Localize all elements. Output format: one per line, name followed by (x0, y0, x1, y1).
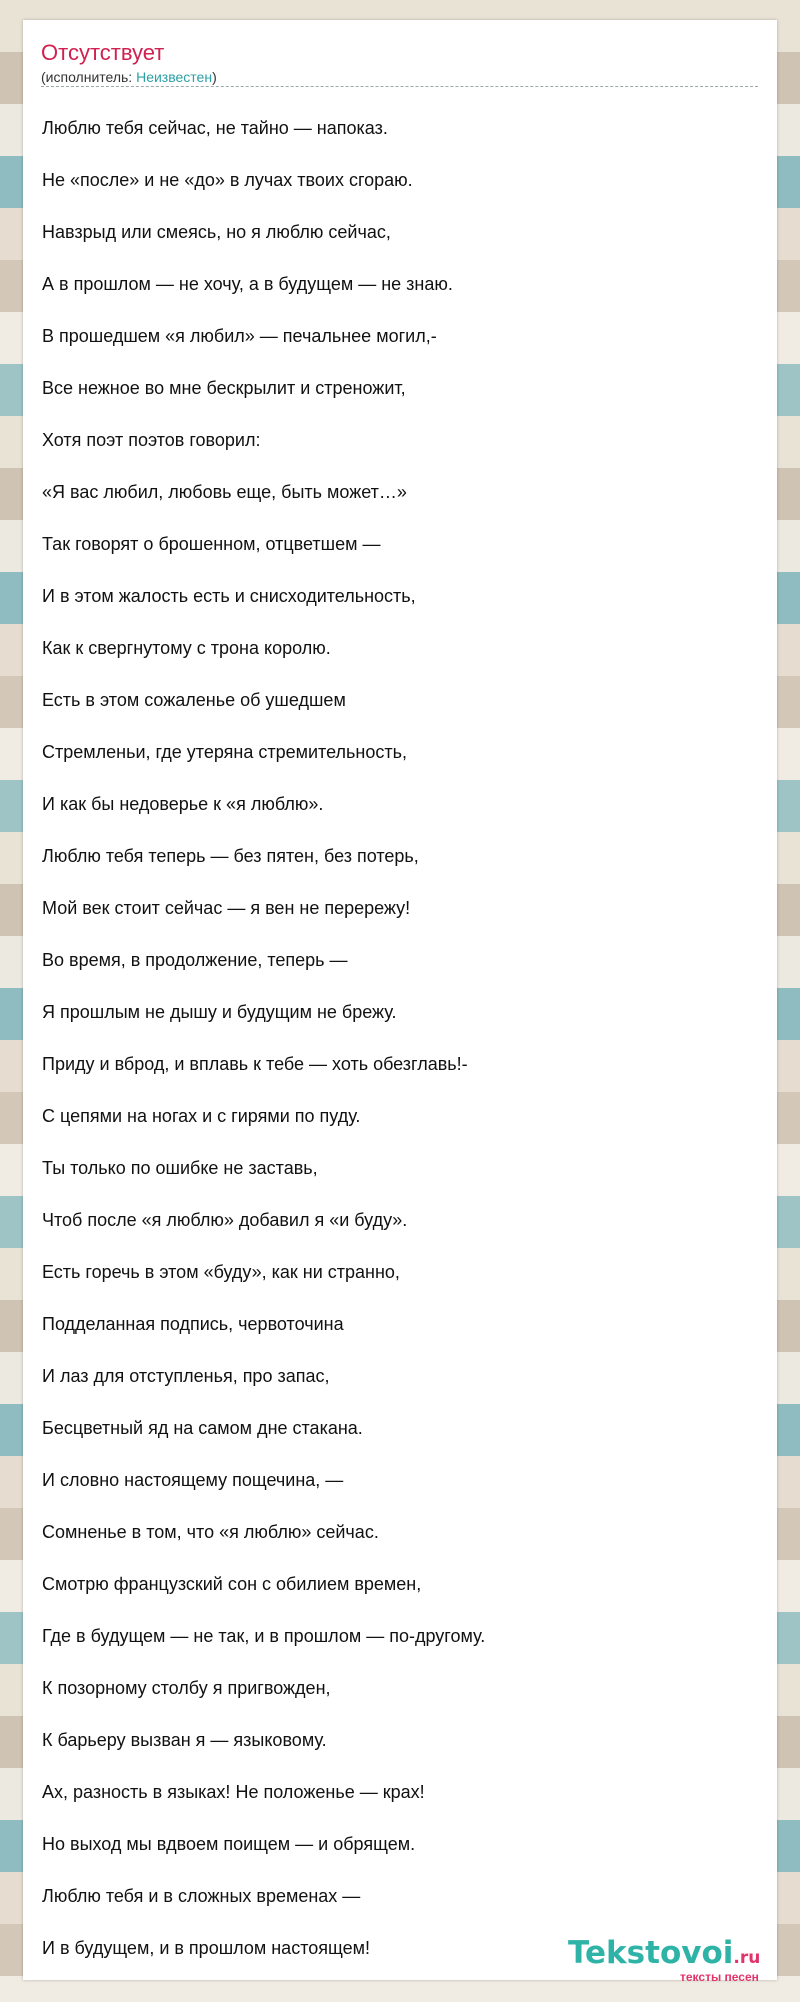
lyric-line: Есть в этом сожаленье об ушедшем (42, 690, 346, 710)
lyric-line: Мой век стоит сейчас — я вен не перережу! (42, 898, 411, 918)
logo-subtitle: тексты песен (680, 1970, 759, 1984)
lyric-line: И в будущем, и в прошлом настоящем! (42, 1938, 370, 1958)
artist-suffix: ) (212, 69, 217, 85)
lyric-line: И словно настоящему пощечина, — (42, 1470, 344, 1490)
lyric-line: «Я вас любил, любовь еще, быть может…» (42, 482, 407, 502)
artist-prefix: (исполнитель: (41, 69, 137, 85)
lyric-line: Сомненье в том, что «я люблю» сейчас. (42, 1522, 379, 1542)
lyric-line: Приду и вброд, и вплавь к тебе — хоть обезглавь!- (42, 1054, 468, 1074)
lyric-line: И как бы недоверье к «я люблю». (42, 794, 324, 814)
logo-domain: .ru (733, 1948, 761, 1968)
lyric-line: С цепями на ногах и с гирями по пуду. (42, 1106, 361, 1126)
song-title: Отсутствует (41, 40, 165, 65)
lyric-line: Не «после» и не «до» в лучах твоих сгораю. (42, 170, 413, 190)
lyric-line: Во время, в продолжение, теперь — (42, 950, 348, 970)
lyric-line: Я прошлым не дышу и будущим не брежу. (42, 1002, 397, 1022)
lyric-line: Смотрю французский сон с обилием времен, (42, 1574, 422, 1594)
lyric-line: Ты только по ошибке не заставь, (42, 1158, 318, 1178)
lyric-line: Есть горечь в этом «буду», как ни странно, (42, 1262, 400, 1282)
lyric-line: К позорному столбу я пригвожден, (42, 1678, 331, 1698)
site-logo[interactable] (568, 1936, 798, 1986)
lyric-line: Ах, разность в языках! Не положенье — крах! (42, 1782, 425, 1802)
lyric-line: Навзрыд или смеясь, но я люблю сейчас, (42, 222, 391, 242)
lyrics-list (42, 115, 742, 1987)
lyric-line: Как к свергнутому с трона королю. (42, 638, 331, 658)
lyric-line: В прошедшем «я любил» — печальнее могил,- (42, 326, 437, 346)
lyric-line: Подделанная подпись, червоточина (42, 1314, 344, 1334)
lyric-line: Люблю тебя сейчас, не тайно — напоказ. (42, 118, 388, 138)
lyric-line: Чтоб после «я люблю» добавил я «и буду». (42, 1210, 408, 1230)
lyric-line: Где в будущем — не так, и в прошлом — по-другому. (42, 1626, 486, 1646)
lyric-line: Хотя поэт поэтов говорил: (42, 430, 261, 450)
lyric-line: Все нежное во мне бескрылит и стреножит, (42, 378, 406, 398)
lyric-line: И лаз для отступленья, про запас, (42, 1366, 330, 1386)
lyric-line: Так говорят о брошенном, отцветшем — (42, 534, 381, 554)
lyric-line: Люблю тебя и в сложных временах — (42, 1886, 361, 1906)
lyric-line: Стремленьи, где утеряна стремительность, (42, 742, 407, 762)
lyric-line: И в этом жалость есть и снисходительность, (42, 586, 416, 606)
artist-link[interactable]: Неизвестен (136, 69, 213, 85)
lyric-line: А в прошлом — не хочу, а в будущем — не знаю. (42, 274, 453, 294)
header-divider (41, 86, 758, 87)
lyrics-card (23, 20, 777, 1984)
lyric-line: Но выход мы вдвоем поищем — и обрящем. (42, 1834, 416, 1854)
logo-main-text: Tekstovoi (568, 1935, 734, 1971)
lyric-line: Люблю тебя теперь — без пятен, без потерь, (42, 846, 419, 866)
artist-line (41, 68, 758, 86)
song-header (41, 40, 758, 87)
lyric-line: К барьеру вызван я — языковому. (42, 1730, 327, 1750)
lyric-line: Бесцветный яд на самом дне стакана. (42, 1418, 363, 1438)
